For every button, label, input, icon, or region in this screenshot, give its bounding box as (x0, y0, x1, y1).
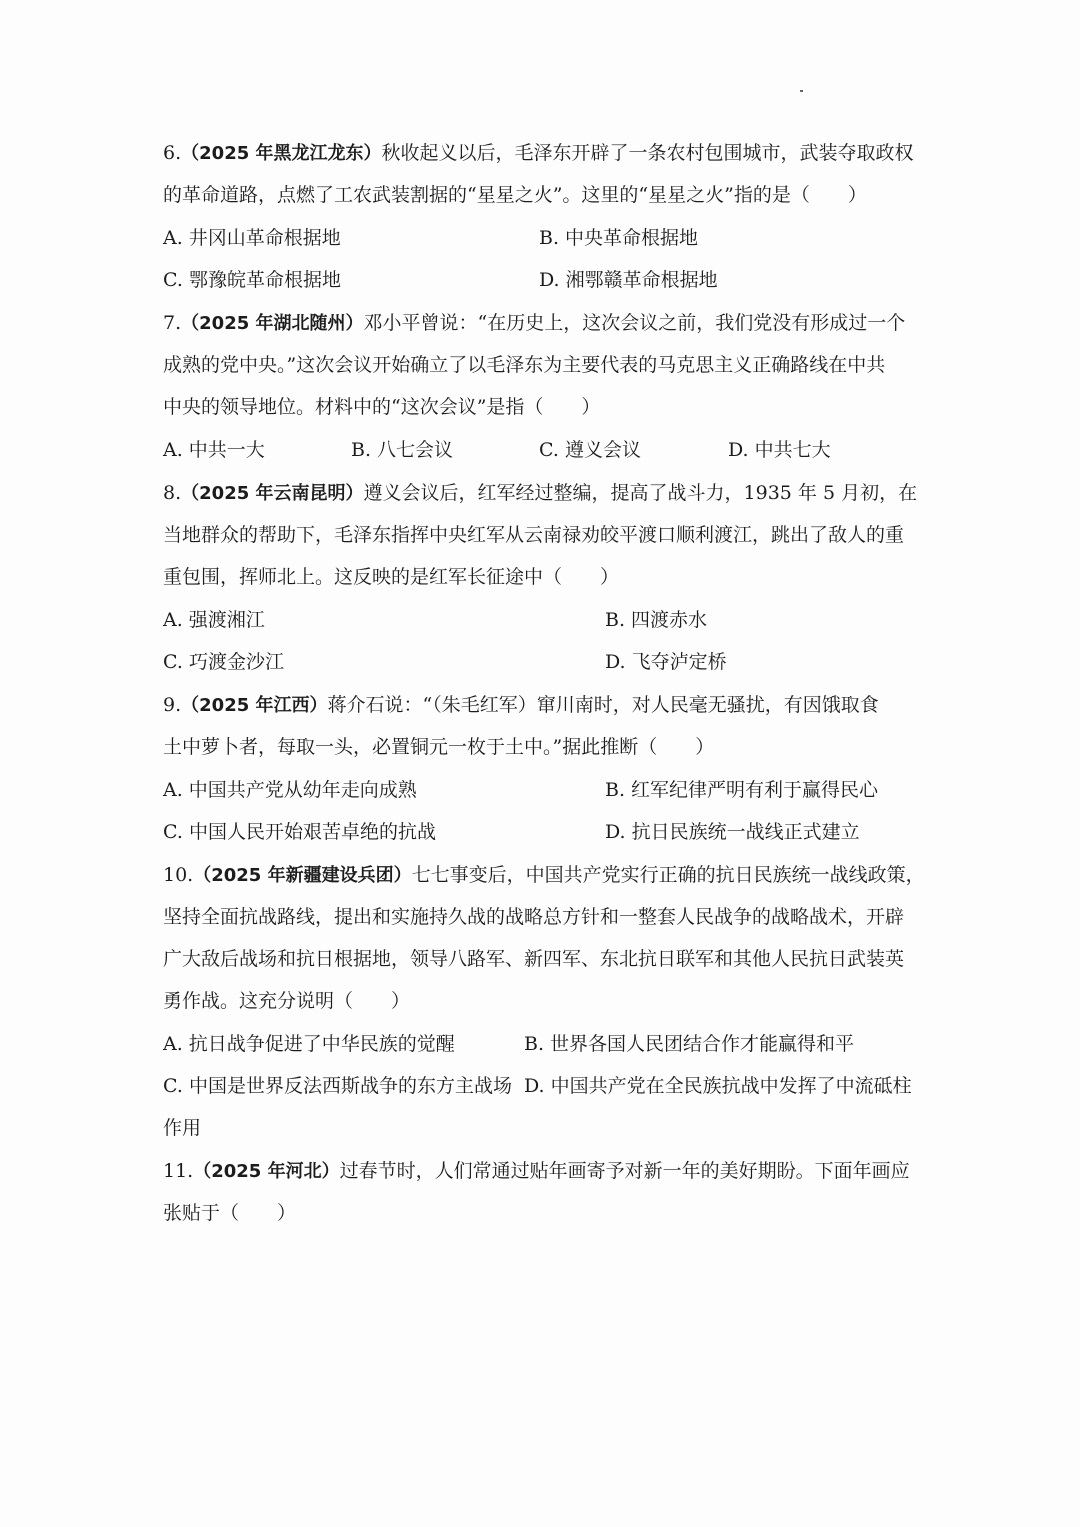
q7-stem-2: 成熟的党中央。”这次会议开始确立了以毛泽东为主要代表的马克思主义正确路线在中共 (163, 354, 886, 376)
q8-number: 8. (163, 482, 182, 504)
q7-number: 7. (163, 312, 182, 334)
q8-option-b[interactable]: B. 四渡赤水 (605, 609, 708, 631)
q6-option-a[interactable]: A. 井冈山革命根据地 (163, 227, 341, 249)
q9-option-b[interactable]: B. 红军纪律严明有利于赢得民心 (605, 779, 879, 801)
q7-option-b[interactable]: B. 八七会议 (351, 439, 454, 461)
q10-stem-3: 广大敌后战场和抗日根据地，领导八路军、新四军、东北抗日联军和其他人民抗日武装英 (163, 948, 905, 970)
q6-option-d[interactable]: D. 湘鄂赣革命根据地 (539, 269, 718, 291)
q10-option-b[interactable]: B. 世界各国人民团结合作才能赢得和平 (524, 1033, 855, 1055)
q10-source-tag: （2025 年新疆建设兵团） (193, 865, 412, 886)
q6-stem-2: 的革命道路，点燃了工农武装割据的“星星之火”。这里的“星星之火”指的是（ ） (163, 184, 867, 206)
q6-line-1 (163, 140, 923, 167)
scan-speck (800, 90, 803, 92)
q11-stem-2: 张贴于（ ） (163, 1202, 297, 1224)
q8-option-a[interactable]: A. 强渡湘江 (163, 609, 265, 631)
q11-stem-1: 过春节时，人们常通过贴年画寄予对新一年的美好期盼。下面年画应 (339, 1160, 910, 1182)
q10-option-d-continued: 作用 (163, 1117, 202, 1139)
q8-stem-1: 遵义会议后，红军经过整编，提高了战斗力，1935 年 5 月初，在 (363, 482, 918, 504)
q8-stem-2: 当地群众的帮助下，毛泽东指挥中央红军从云南禄劝皎平渡口顺利渡江，跳出了敌人的重 (163, 524, 905, 546)
q11-source-tag: （2025 年河北） (193, 1161, 340, 1182)
q10-option-a[interactable]: A. 抗日战争促进了中华民族的觉醒 (163, 1033, 455, 1055)
q10-line-1 (163, 862, 923, 889)
q7-option-d[interactable]: D. 中共七大 (728, 439, 831, 461)
q8-option-c[interactable]: C. 巧渡金沙江 (163, 651, 284, 673)
q9-stem-2: 土中萝卜者，每取一头，必置铜元一枚于土中。”据此推断（ ） (163, 736, 715, 758)
q7-stem-3: 中央的领导地位。材料中的“这次会议”是指（ ） (163, 396, 601, 418)
q9-option-c[interactable]: C. 中国人民开始艰苦卓绝的抗战 (163, 821, 436, 843)
q10-stem-4: 勇作战。这充分说明（ ） (163, 990, 411, 1012)
q8-source-tag: （2025 年云南昆明） (181, 483, 364, 504)
q7-line-1 (163, 310, 923, 337)
q7-option-a[interactable]: A. 中共一大 (163, 439, 265, 461)
q9-stem-1: 蒋介石说：“（朱毛红军）窜川南时，对人民毫无骚扰，有因饿取食 (327, 694, 879, 716)
q11-line-1 (163, 1158, 923, 1185)
q6-option-c[interactable]: C. 鄂豫皖革命根据地 (163, 269, 341, 291)
q9-line-1 (163, 692, 923, 719)
q10-stem-2: 坚持全面抗战路线，提出和实施持久战的战略总方针和一整套人民战争的战略战术，开辟 (163, 906, 905, 928)
q6-stem-1: 秋收起义以后，毛泽东开辟了一条农村包围城市，武装夺取政权 (381, 142, 914, 164)
q9-option-d[interactable]: D. 抗日民族统一战线正式建立 (605, 821, 860, 843)
q10-option-d[interactable]: D. 中国共产党在全民族抗战中发挥了中流砥柱 (524, 1075, 912, 1097)
q6-source-tag: （2025 年黑龙江龙东） (181, 143, 382, 164)
q10-stem-1: 七七事变后，中国共产党实行正确的抗日民族统一战线政策， (411, 864, 925, 886)
q10-number: 10. (163, 864, 194, 886)
q7-stem-1: 邓小平曾说：“在历史上，这次会议之前，我们党没有形成过一个 (363, 312, 906, 334)
q7-option-c[interactable]: C. 遵义会议 (539, 439, 641, 461)
q8-option-d[interactable]: D. 飞夺泸定桥 (605, 651, 727, 673)
q6-number: 6. (163, 142, 182, 164)
q8-stem-3: 重包围，挥师北上。这反映的是红军长征途中（ ） (163, 566, 620, 588)
q7-source-tag: （2025 年湖北随州） (181, 313, 364, 334)
q6-option-b[interactable]: B. 中央革命根据地 (539, 227, 699, 249)
q11-number: 11. (163, 1160, 194, 1182)
q9-option-a[interactable]: A. 中国共产党从幼年走向成熟 (163, 779, 417, 801)
q9-source-tag: （2025 年江西） (181, 695, 328, 716)
q9-number: 9. (163, 694, 182, 716)
q10-option-c[interactable]: C. 中国是世界反法西斯战争的东方主战场 (163, 1075, 512, 1097)
q8-line-1 (163, 480, 923, 507)
